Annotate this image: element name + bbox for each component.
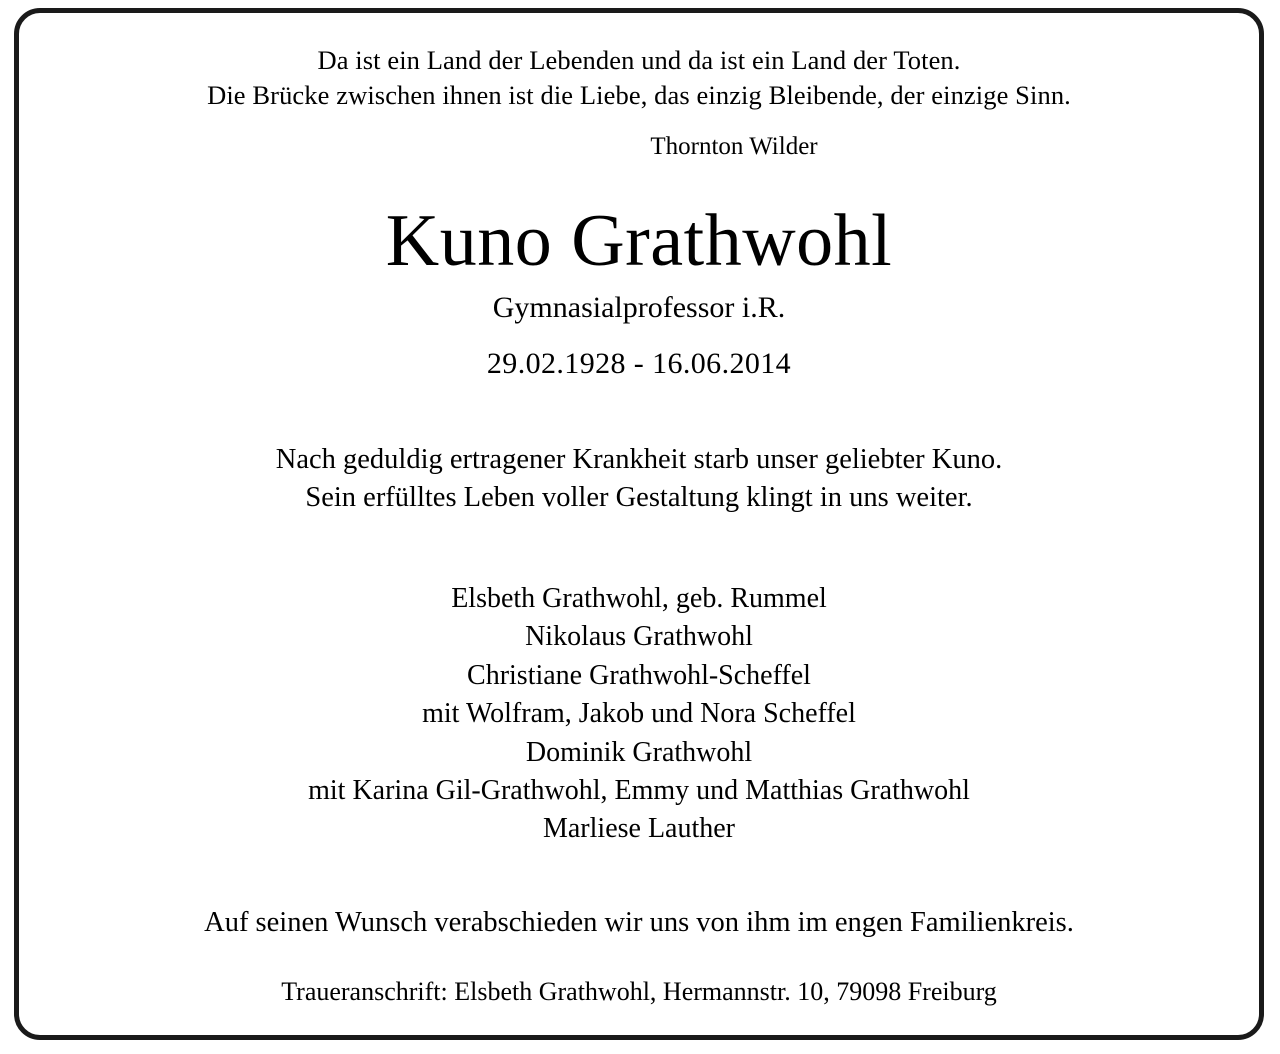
condolence-address: Traueranschrift: Elsbeth Grathwohl, Hermannstr. 10, 79098 Freiburg <box>281 976 997 1006</box>
survivor-line: Nikolaus Grathwohl <box>525 621 753 653</box>
epigraph-quote <box>59 43 1219 113</box>
memorial-message <box>59 441 1219 519</box>
life-dates: 29.02.1928 - 16.06.2014 <box>486 346 792 380</box>
survivor-line: Dominik Grathwohl <box>525 736 753 768</box>
survivor-line: Elsbeth Grathwohl, geb. Rummel <box>451 583 827 615</box>
epigraph-line-2: Die Brücke zwischen ihnen ist die Liebe, das einzig Bleibende, der einzige Sinn. <box>207 79 1071 110</box>
survivor-line: Marliese Lauther <box>542 813 736 845</box>
memorial-message-line-2: Sein erfülltes Leben voller Gestaltung klingt in uns weiter. <box>305 482 973 514</box>
funeral-wish: Auf seinen Wunsch verabschieden wir uns von ihm im engen Familienkreis. <box>204 906 1074 938</box>
memorial-message-line-1: Nach geduldig ertragener Krankheit starb unser geliebter Kuno. <box>275 443 1003 475</box>
deceased-profession: Gymnasialprofessor i.R. <box>492 290 786 324</box>
survivor-line: Christiane Grathwohl-Scheffel <box>467 659 811 691</box>
epigraph-line-1: Da ist ein Land der Lebenden und da ist ein Land der Toten. <box>317 45 961 75</box>
obituary-card <box>14 8 1264 1040</box>
survivors-list <box>59 580 1219 849</box>
survivor-line: mit Karina Gil-Grathwohl, Emmy und Matthias Grathwohl <box>308 774 970 806</box>
obituary-content <box>19 13 1259 1035</box>
survivor-line: mit Wolfram, Jakob und Nora Scheffel <box>422 698 856 730</box>
epigraph-attribution: Thornton Wilder <box>650 132 818 160</box>
deceased-name: Kuno Grathwohl <box>385 199 893 282</box>
